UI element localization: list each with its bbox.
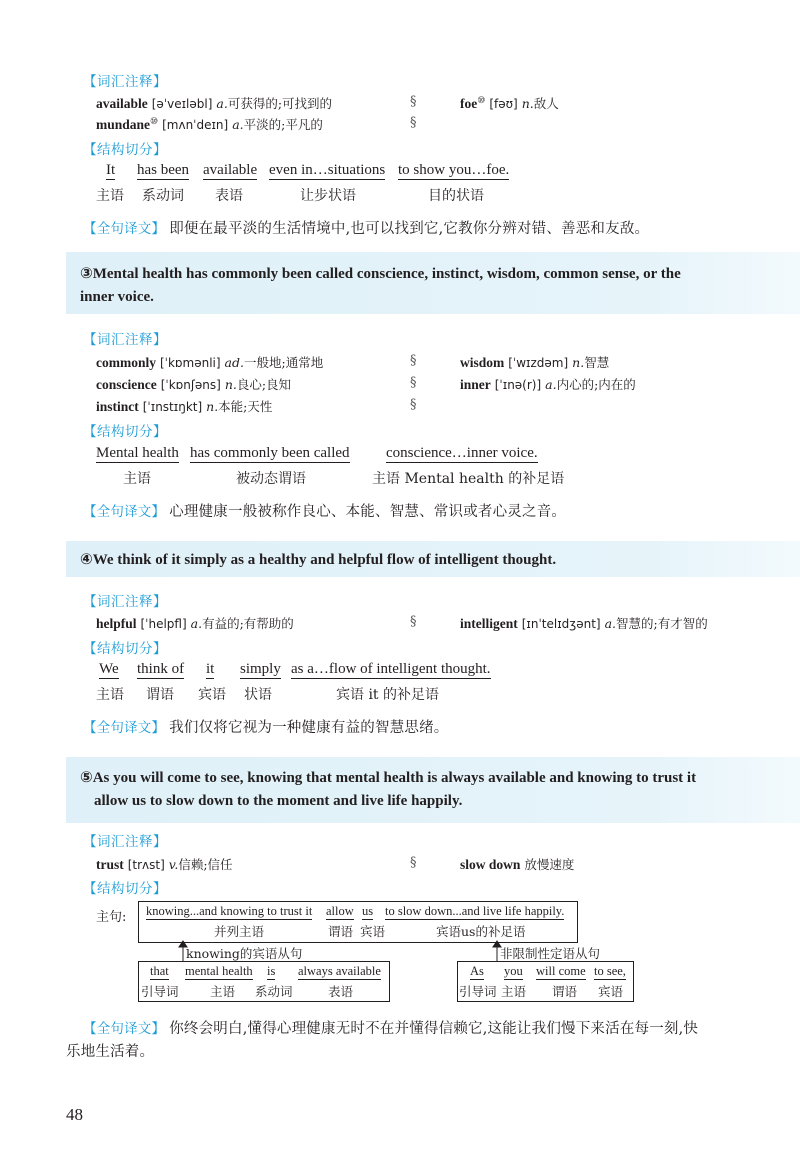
translation-s2: 【全句译文】 即便在最平淡的生活情境中,也可以找到它,它教你分辨对错、善恶和友敌。 xyxy=(83,221,650,237)
vocab-heading-s4: 【词汇注释】 xyxy=(83,594,167,610)
role-label: 系动词 xyxy=(255,984,293,999)
vocab-entry-wisdom: wisdom [ˈwɪzdəm] n.智慧 xyxy=(460,355,610,370)
segment: to show you…foe. xyxy=(398,162,510,178)
attributive-clause-label: 非限制性定语从句 xyxy=(500,946,601,961)
segment: Mental health xyxy=(96,445,179,461)
role-label: 宾语 xyxy=(598,984,624,999)
translation-s5-line2: 乐地生活着。 xyxy=(66,1044,155,1060)
structure-heading-s5: 【结构切分】 xyxy=(83,881,167,897)
vocab-heading-s3: 【词汇注释】 xyxy=(83,332,167,348)
vocab-entry-commonly: commonly [ˈkɒmənli] ad.一般地;通常地 xyxy=(96,355,324,370)
segment: allow xyxy=(326,904,354,918)
vocab-entry-intelligent: intelligent [ɪnˈtelɪdʒənt] a.智慧的;有才智的 xyxy=(460,616,708,631)
segment: is xyxy=(267,964,276,978)
role-label: 主语 xyxy=(96,188,124,204)
segment: mental health xyxy=(185,964,253,978)
role-label: 表语 xyxy=(215,188,243,204)
segment: us xyxy=(362,904,374,918)
vocab-heading-s5: 【词汇注释】 xyxy=(83,834,167,850)
segment: to see, xyxy=(594,964,626,978)
structure-heading-s3: 【结构切分】 xyxy=(83,424,167,440)
vocab-entry-slow-down: slow down 放慢速度 xyxy=(460,857,575,872)
separator-mark: § xyxy=(410,855,417,870)
vocab-entry-trust: trust [trʌst] v.信赖;信任 xyxy=(96,857,233,872)
segment: available xyxy=(203,162,258,178)
segment: as a…flow of intelligent thought. xyxy=(291,661,491,677)
vocab-heading-s2: 【词汇注释】 xyxy=(83,74,167,90)
role-label: 主语 xyxy=(501,984,527,999)
segment: has commonly been called xyxy=(190,445,350,461)
vocab-entry-helpful: helpful [ˈhelpfl] a.有益的;有帮助的 xyxy=(96,616,294,631)
role-label: 主语 Mental health 的补足语 xyxy=(372,471,565,487)
segment: it xyxy=(206,661,215,677)
sentence-3: ③Mental health has commonly been called conscience, instinct, wisdom, common sense, or the inner voice. xyxy=(80,264,681,305)
segment: think of xyxy=(137,661,185,677)
separator-mark: § xyxy=(410,115,417,130)
object-clause-label: knowing的宾语从句 xyxy=(186,946,303,961)
role-label: 谓语 xyxy=(328,924,354,939)
segment: even in…situations xyxy=(269,162,386,178)
segment: will come xyxy=(536,964,586,978)
segment: As xyxy=(470,964,484,978)
segment: We xyxy=(99,661,119,677)
vocab-entry-mundane: mundane⑩ [mʌnˈdeɪn] a.平淡的;平凡的 xyxy=(96,116,323,132)
vocab-entry-foe: foe⑩ [fəʊ] n.敌人 xyxy=(460,95,559,111)
segment: knowing...and knowing to trust it xyxy=(146,904,313,918)
segment: to slow down...and live life happily. xyxy=(385,904,565,918)
role-label: 引导词 xyxy=(459,984,497,999)
main-clause-label: 主句: xyxy=(96,910,127,925)
vocab-entry-inner: inner [ˈɪnə(r)] a.内心的;内在的 xyxy=(460,377,636,392)
segment: simply xyxy=(240,661,281,677)
segment: you xyxy=(504,964,523,978)
role-label: 主语 xyxy=(123,471,151,487)
role-label: 表语 xyxy=(328,984,354,999)
translation-s5-line1: 【全句译文】 你终会明白,懂得心理健康无时不在并懂得信赖它,这能让我们慢下来活在每一刻,快 xyxy=(83,1021,699,1037)
role-label: 系动词 xyxy=(142,188,184,204)
segment: conscience…inner voice. xyxy=(386,445,538,461)
structure-heading-s4: 【结构切分】 xyxy=(83,641,167,657)
sentence-4: ④We think of it simply as a healthy and helpful flow of intelligent thought. xyxy=(80,550,557,568)
role-label: 并列主语 xyxy=(214,924,265,939)
translation-s4: 【全句译文】 我们仅将它视为一种健康有益的智慧思绪。 xyxy=(83,720,449,736)
segment: has been xyxy=(137,162,190,178)
role-label: 宾语 xyxy=(360,924,386,939)
structure-heading-s2: 【结构切分】 xyxy=(83,142,167,158)
vocab-entry-instinct: instinct [ˈɪnstɪŋkt] n.本能;天性 xyxy=(96,399,273,414)
separator-mark: § xyxy=(410,94,417,109)
separator-mark: § xyxy=(410,397,417,412)
role-label: 主语 xyxy=(96,687,124,703)
segment: that xyxy=(150,964,169,978)
page-number: 48 xyxy=(66,1105,83,1124)
role-label: 宾语 xyxy=(198,687,226,703)
role-label: 引导词 xyxy=(141,984,179,999)
role-label: 让步状语 xyxy=(300,188,356,204)
separator-mark: § xyxy=(410,353,417,368)
role-label: 状语 xyxy=(244,687,272,703)
role-label: 宾语 it 的补足语 xyxy=(336,687,440,703)
role-label: 谓语 xyxy=(552,984,578,999)
role-label: 被动态谓语 xyxy=(236,471,306,487)
role-label: 宾语us的补足语 xyxy=(436,924,526,939)
sentence-5: ⑤As you will come to see, knowing that mental health is always available and knowing to trust it allow us to slow down to the moment and live life happily. xyxy=(80,768,697,809)
vocab-entry-available: available [əˈveɪləbl] a.可获得的;可找到的 xyxy=(96,96,333,111)
segment: It xyxy=(106,162,116,178)
segment: always available xyxy=(298,964,381,978)
separator-mark: § xyxy=(410,375,417,390)
vocab-entry-conscience: conscience [ˈkɒnʃəns] n.良心;良知 xyxy=(96,377,292,392)
role-label: 主语 xyxy=(210,984,236,999)
translation-s3: 【全句译文】 心理健康一般被称作良心、本能、智慧、常识或者心灵之音。 xyxy=(83,504,567,520)
role-label: 谓语 xyxy=(146,687,174,703)
role-label: 目的状语 xyxy=(428,188,484,204)
separator-mark: § xyxy=(410,614,417,629)
